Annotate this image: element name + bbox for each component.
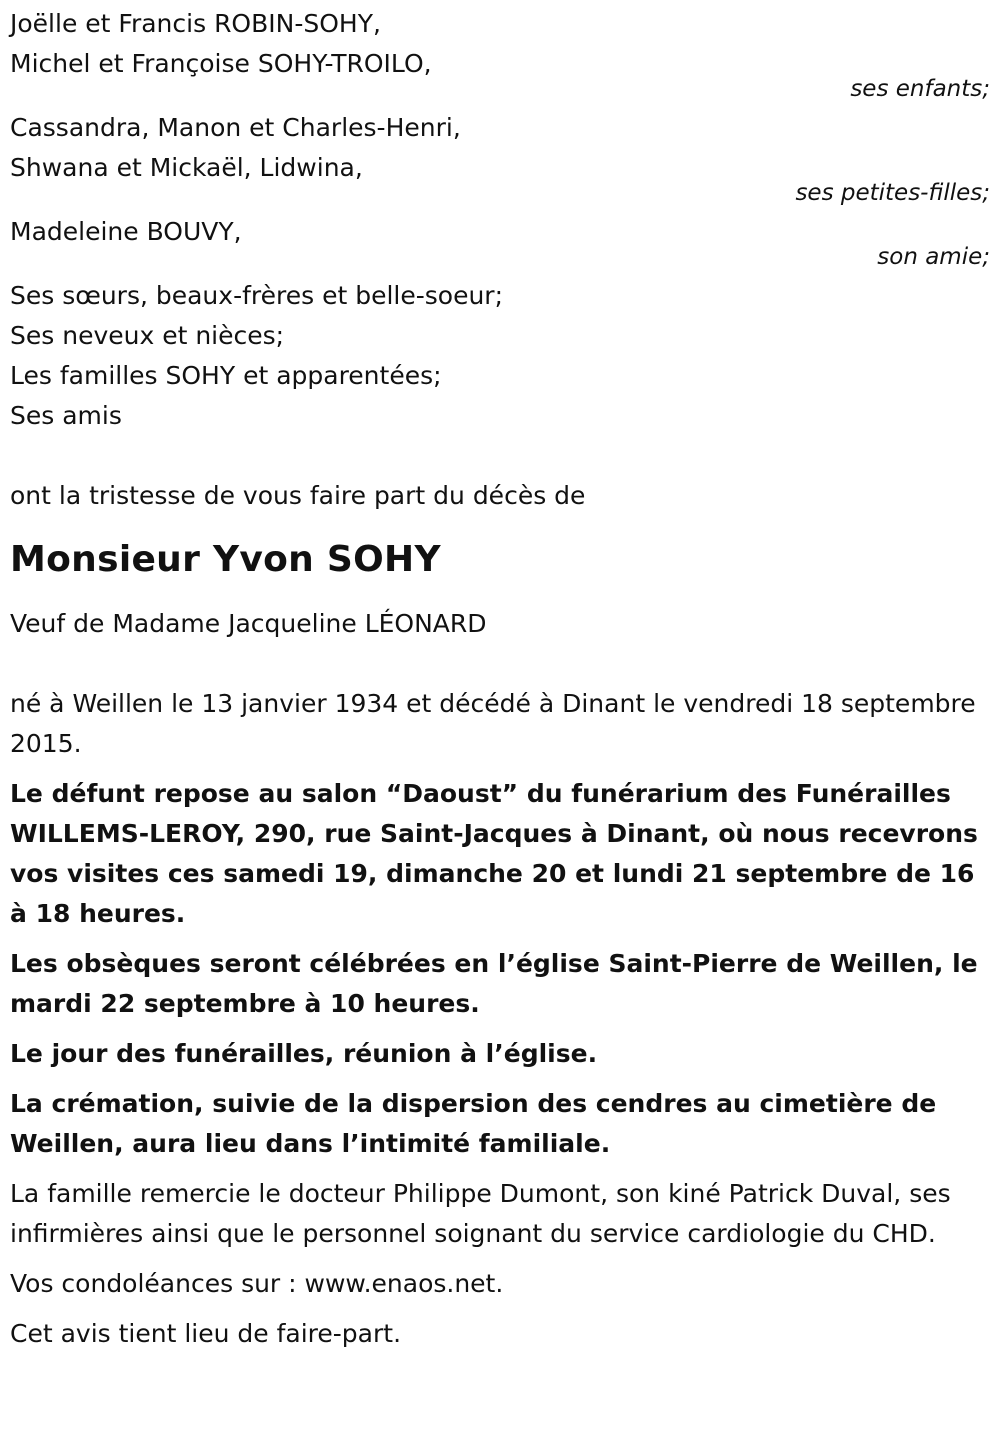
cremation-text: La crémation, suivie de la dispersion des cendres au cimetière de Weillen, aura lieu dans l’intimité familiale.	[10, 1089, 937, 1158]
thanks-text: La famille remercie le docteur Philippe Dumont, son kiné Patrick Duval, ses infirmières ainsi que le personnel soignant du service cardiologie du CHD.	[10, 1179, 951, 1248]
friend-role: son amie;	[877, 244, 990, 270]
child-line: Michel et Françoise SOHY-TROILO,	[10, 49, 432, 78]
meeting-text: Le jour des funérailles, réunion à l’église.	[10, 1039, 598, 1068]
widower-text: Veuf de Madame Jacqueline LÉONARD	[10, 609, 487, 638]
friend-line: Madeleine BOUVY,	[10, 217, 242, 246]
relative-line: Ses sœurs, beaux-frères et belle-soeur;	[10, 281, 504, 310]
funeral-text: Les obsèques seront célébrées en l’église Saint-Pierre de Weillen, le mardi 22 septembre à 10 heures.	[10, 949, 978, 1018]
obituary-notice	[10, 4, 990, 1364]
grandchild-line: Shwana et Mickaël, Lidwina,	[10, 153, 363, 182]
relative-line: Ses neveux et nièces;	[10, 321, 285, 350]
relative-line: Ses amis	[10, 401, 122, 430]
relative-line: Les familles SOHY et apparentées;	[10, 361, 442, 390]
birth-death-text: né à Weillen le 13 janvier 1934 et décédé à Dinant le vendredi 18 septembre 2015.	[10, 689, 976, 758]
children-role: ses enfants;	[850, 76, 990, 102]
condolences-text: Vos condoléances sur : www.enaos.net.	[10, 1269, 504, 1298]
grandchildren-group	[10, 108, 990, 206]
grandchildren-role: ses petites-filles;	[795, 180, 990, 206]
notice-text: Cet avis tient lieu de faire-part.	[10, 1319, 402, 1348]
children-group	[10, 4, 990, 102]
announcement-text: ont la tristesse de vous faire part du décès de	[10, 481, 586, 510]
child-line: Joëlle et Francis ROBIN-SOHY,	[10, 9, 381, 38]
deceased-name: Monsieur Yvon SOHY	[10, 539, 441, 580]
visitation-text: Le défunt repose au salon “Daoust” du funérarium des Funérailles WILLEMS-LEROY, 290, rue Saint-Jacques à Dinant, où nous recevrons vos visites ces samedi 19, dimanche 20 et lundi 21 septembre de 16 à 18 heures.	[10, 779, 978, 928]
grandchild-line: Cassandra, Manon et Charles-Henri,	[10, 113, 461, 142]
other-relatives	[10, 276, 990, 436]
friend-group	[10, 212, 990, 270]
